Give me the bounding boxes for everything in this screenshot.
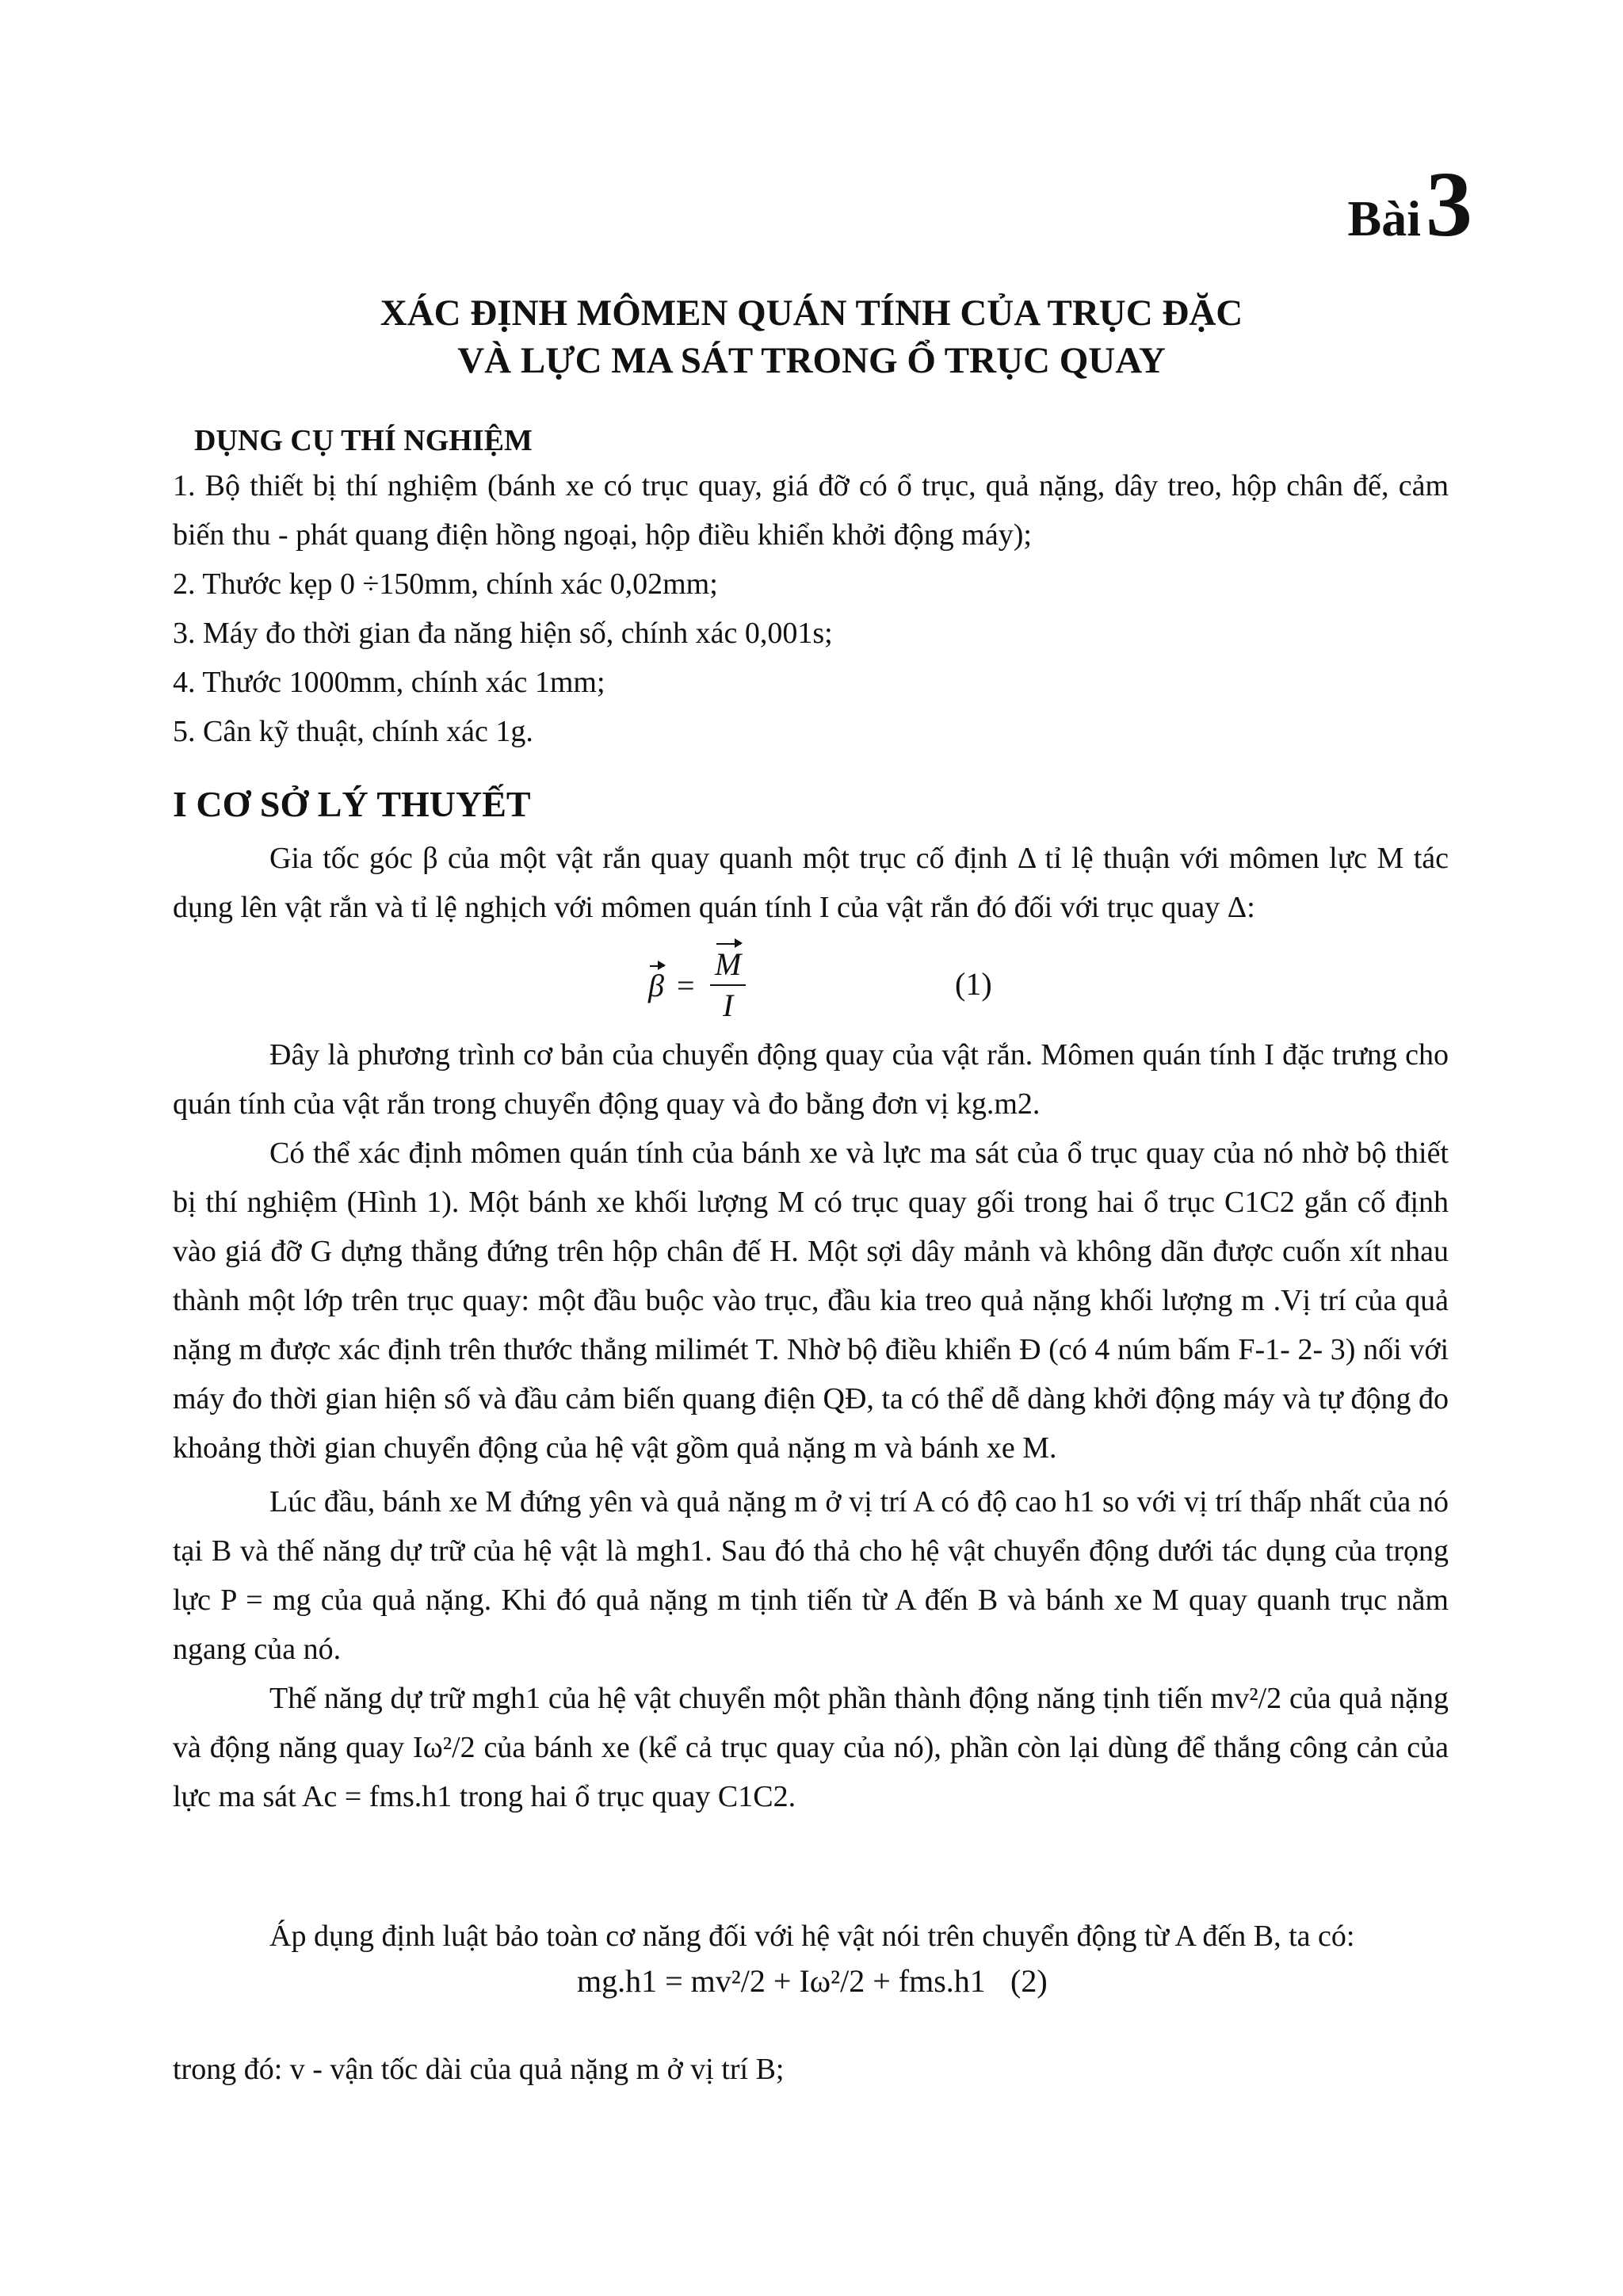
- paragraph-2: Đây là phương trình cơ bản của chuyển động quay của vật rắn. Mômen quán tính I đặc trưng cho quán tính của vật rắn trong chuyển động quay và đo bằng đơn vị kg.m2.: [173, 1038, 1449, 1121]
- eq1-fraction: $\frac{M}{I}$: [710, 945, 746, 1026]
- equipment-item-1: 1. Bộ thiết bị thí nghiệm (bánh xe có trục quay, giá đỡ có ổ trục, quả nặng, dây treo, hộp chân đế, cảm biến thu - phát quang điện hồng ngoại, hộp điều khiển khởi động máy);: [173, 469, 1449, 552]
- equipment-item-3: 3. Máy đo thời gian đa năng hiện số, chính xác 0,001s;: [173, 617, 833, 650]
- equipment-item-4: 4. Thước 1000mm, chính xác 1mm;: [173, 666, 605, 699]
- eq1-lhs: β: [648, 968, 664, 1003]
- equipment-item-2: 2. Thước kẹp 0 ÷150mm, chính xác 0,02mm;: [173, 567, 718, 601]
- equation-1-label: (1): [955, 966, 992, 1002]
- paragraph-6: Áp dụng định luật bảo toàn cơ năng đối với hệ vật nói trên chuyển động từ A đến B, ta có:: [269, 1920, 1355, 1953]
- paragraph-1: Gia tốc góc β của một vật rắn quay quanh một trục cố định Δ tỉ lệ thuận với mômen lực M tác dụng lên vật rắn và tỉ lệ nghịch với mômen quán tính I của vật rắn đó đối với trục quay Δ:: [173, 842, 1449, 924]
- paragraph-7: trong đó: v - vận tốc dài của quả nặng m ở vị trí B;: [173, 2053, 785, 2086]
- page-title-line-2: VÀ LỰC MA SÁT TRONG Ổ TRỤC QUAY: [457, 340, 1166, 381]
- paragraph-3: Có thể xác định mômen quán tính của bánh xe và lực ma sát của ổ trục quay của nó nhờ bộ thiết bị thí nghiệm (Hình 1). Một bánh xe khối lượng M có trục quay gối trong hai ổ trục C1C2 gắn cố định vào giá đỡ G dựng thẳng đứng trên hộp chân đế H. Một sợi dây mảnh và không dãn được cuốn xít nhau thành một lớp trên trục quay: một đầu buộc vào trục, đầu kia treo quả nặng khối lượng m .Vị trí của quả nặng m được xác định trên thước thẳng milimét T. Nhờ bộ điều khiển Đ (có 4 núm bấm F-1- 2- 3) nối với máy đo thời gian hiện số và đầu cảm biến quang điện QĐ, ta có thể dễ dàng khởi động máy và tự động đo khoảng thời gian chuyển động của hệ vật gồm quả nặng m và bánh xe M.: [173, 1137, 1449, 1465]
- equipment-item-5: 5. Cân kỹ thuật, chính xác 1g.: [173, 715, 533, 748]
- equipment-heading: DỤNG CỤ THÍ NGHIỆM: [194, 424, 533, 457]
- equation-2-label: (2): [1010, 1963, 1048, 1999]
- paragraph-5: Thế năng dự trữ mgh1 của hệ vật chuyển một phần thành động năng tịnh tiến mv²/2 của quả nặng và động năng quay Iω²/2 của bánh xe (kể cả trục quay của nó), phần còn lại dùng để thắng công cản của lực ma sát Ac = fms.h1 trong hai ổ trục quay C1C2.: [173, 1682, 1449, 1813]
- lesson-number: Bài3: [1347, 152, 1472, 256]
- equation-2: mg.h1 = mv²/2 + Iω²/2 + fms.h1: [577, 1963, 986, 1999]
- equipment-list: [173, 461, 1449, 756]
- paragraph-4: Lúc đầu, bánh xe M đứng yên và quả nặng m ở vị trí A có độ cao h1 so với vị trí thấp nhất của nó tại B và thế năng dự trữ của hệ vật là mgh1. Sau đó thả cho hệ vật chuyển động dưới tác dụng của trọng lực P = mg của quả nặng. Khi đó quả nặng m tịnh tiến từ A đến B và bánh xe M quay quanh trục nằm ngang của nó.: [173, 1485, 1449, 1666]
- page-title-line-1: XÁC ĐỊNH MÔMEN QUÁN TÍNH CỦA TRỤC ĐẶC: [380, 292, 1243, 334]
- section-heading: I CƠ SỞ LÝ THUYẾT: [173, 784, 531, 824]
- equation-1: β = $\frac{M}{I}$: [648, 945, 981, 1032]
